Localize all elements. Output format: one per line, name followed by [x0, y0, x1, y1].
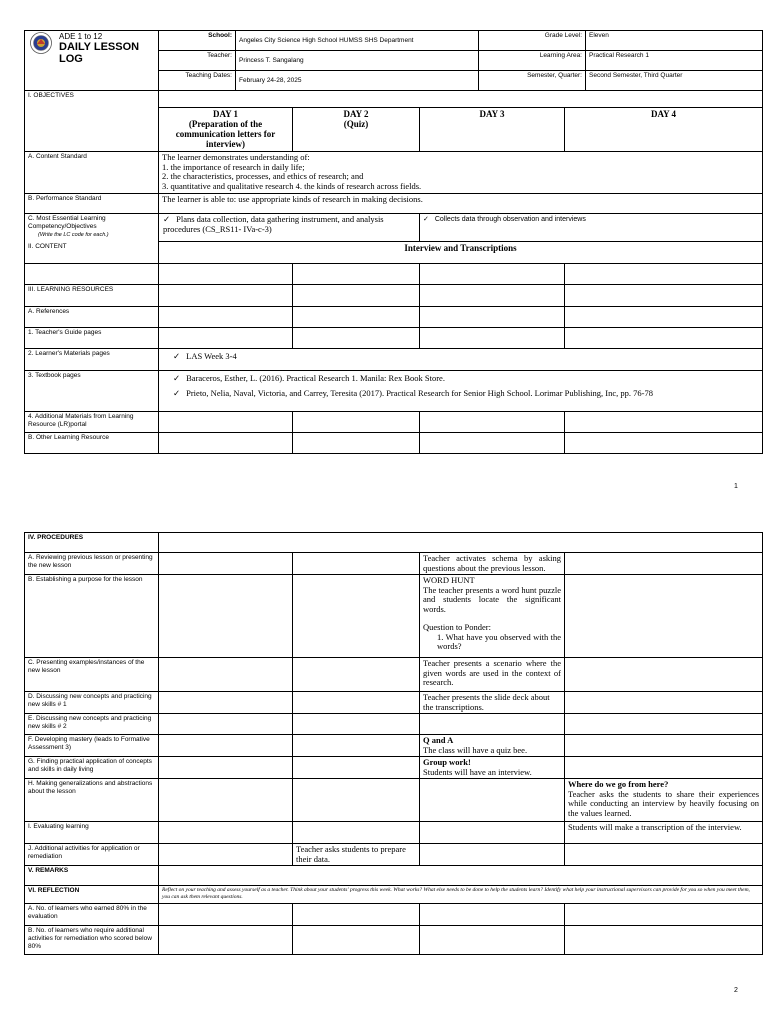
reflection-b-label: B. No. of learners who require additional activities for remediation who scored below 80%	[25, 926, 159, 955]
area-value: Practical Research 1	[586, 51, 763, 71]
proc-b-label: B. Establishing a purpose for the lesson	[25, 575, 159, 658]
grade-value: Eleven	[586, 31, 763, 51]
other-resources-label: B. Other Learning Resource	[25, 433, 159, 454]
proc-c-day3: Teacher presents a scenario where the given words are used in the context of research.	[420, 658, 565, 692]
area-label: Learning Area:	[479, 51, 586, 71]
proc-b-day3: WORD HUNT The teacher presents a word hunt puzzle and students locate the significant words. Question to Ponder: 1. What have you observed with the words?	[420, 575, 565, 658]
day1-header: DAY 1 (Preparation of the communication letters for interview)	[159, 108, 293, 152]
day2-header: DAY 2 (Quiz)	[293, 108, 420, 152]
teacher-value: Princess T. Sangalang	[236, 51, 479, 71]
reflection-label: VI. REFLECTION	[25, 886, 159, 904]
textbook-text: ✓ Baraceros, Esther, L. (2016). Practical Research 1. Manila: Rex Book Store. ✓ Prieto, Nelia, Naval, Victoria, and Carrey, Teresita (2017). Practical Research for Senior High School. Lorimar Publishing, Inc, pp. 76-78	[159, 371, 763, 412]
school-value: Angeles City Science High School HUMSS SHS Department	[236, 31, 479, 51]
proc-d-label: D. Discussing new concepts and practicing new skills # 1	[25, 692, 159, 714]
sem-label: Semester, Quarter:	[479, 71, 586, 91]
proc-c-label: C. Presenting examples/instances of the new lesson	[25, 658, 159, 692]
content-text: Interview and Transcriptions	[159, 242, 763, 264]
proc-a-day3: Teacher activates schema by asking questions about the previous lesson.	[420, 553, 565, 575]
day3-header: DAY 3	[420, 108, 565, 152]
page-1	[0, 0, 768, 500]
grade-label: Grade Level:	[479, 31, 586, 51]
proc-j-day2: Teacher asks students to prepare their data.	[293, 844, 420, 866]
lesson-log-table-1	[24, 90, 763, 454]
lr-portal-label: 4. Additional Materials from Learning Resource (LR)portal	[25, 412, 159, 433]
reflection-text: Reflect on your teaching and assess yourself as a teacher. Think about your students' progress this week. What works? What else needs to be done to help the students learn? Identify what help your instructional supervisors can provide for you so when you meet them, you can ask them relevant questions.	[159, 886, 763, 904]
page-number-1: 1	[734, 483, 738, 490]
objectives-label: I. OBJECTIVES	[25, 91, 159, 108]
learners-materials-label: 2. Learner's Materials pages	[25, 349, 159, 371]
lesson-log-table-2	[24, 532, 763, 955]
teacher-label: Teacher:	[159, 51, 236, 71]
textbook-label: 3. Textbook pages	[25, 371, 159, 412]
melc-label: C. Most Essential Learning Competency/Objectives (Write the LC code for each.)	[25, 214, 159, 242]
title-big: DAILY LESSON LOG	[59, 41, 140, 65]
performance-standard-label: B. Performance Standard	[25, 194, 159, 214]
performance-standard-text: The learner is able to: use appropriate kinds of research in making decisions.	[159, 194, 763, 214]
melc-1: ✓ Plans data collection, data gathering instrument, and analysis procedures (CS_RS11- IVa-c-3)	[159, 214, 420, 242]
proc-h-label: H. Making generalizations and abstractions about the lesson	[25, 779, 159, 822]
proc-f-day3: Q and A The class will have a quiz bee.	[420, 735, 565, 757]
proc-g-day3: Group work! Students will have an interview.	[420, 757, 565, 779]
sem-value: Second Semester, Third Quarter	[586, 71, 763, 91]
page-number-2: 2	[734, 987, 738, 994]
content-standard-label: A. Content Standard	[25, 152, 159, 194]
proc-g-label: G. Finding practical application of concepts and skills in daily living	[25, 757, 159, 779]
proc-e-label: E. Discussing new concepts and practicing new skills # 2	[25, 714, 159, 735]
proc-d-day3: Teacher presents the slide deck about the transcriptions.	[420, 692, 565, 714]
melc-2: ✓ Collects data through observation and interviews	[420, 214, 763, 242]
learners-materials-text: ✓ LAS Week 3-4	[159, 349, 763, 371]
page-2	[0, 520, 768, 1024]
references-label: A. References	[25, 307, 159, 328]
proc-i-day4: Students will make a transcription of the interview.	[565, 822, 763, 844]
content-label: II. CONTENT	[25, 242, 159, 264]
remarks-label: V. REMARKS	[25, 866, 159, 886]
school-label: School:	[159, 31, 236, 51]
reflection-a-label: A. No. of learners who earned 80% in the evaluation	[25, 904, 159, 926]
title-small: ADE 1 to 12	[59, 32, 103, 41]
dates-label: Teaching Dates:	[159, 71, 236, 91]
day4-header: DAY 4	[565, 108, 763, 152]
learning-resources-label: III. LEARNING RESOURCES	[25, 285, 159, 307]
proc-f-label: F. Developing mastery (leads to Formative Assessment 3)	[25, 735, 159, 757]
proc-i-label: I. Evaluating learning	[25, 822, 159, 844]
proc-a-label: A. Reviewing previous lesson or presenting the new lesson	[25, 553, 159, 575]
proc-h-day4: Where do we go from here? Teacher asks the students to share their experiences while conducting an interview by heavily focusing on the values learned.	[565, 779, 763, 822]
content-standard-text: The learner demonstrates understanding of: 1. the importance of research in daily life; 2. the characteristics, processes, and ethics of research; and 3. quantitative and qualitative research 4. the kinds of research across fields.	[159, 152, 763, 194]
header-table	[24, 30, 763, 91]
proc-j-label: J. Additional activities for application or remediation	[25, 844, 159, 866]
dates-value: February 24-28, 2025	[236, 71, 479, 91]
teachers-guide-label: 1. Teacher's Guide pages	[25, 328, 159, 349]
procedures-label: IV. PROCEDURES	[25, 533, 159, 553]
